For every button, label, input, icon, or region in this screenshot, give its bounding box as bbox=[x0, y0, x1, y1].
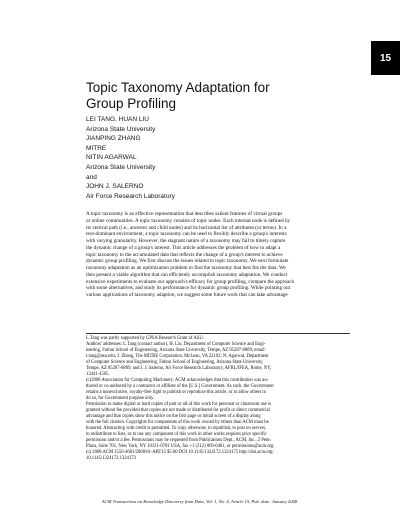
page-number-tab bbox=[371, 41, 400, 75]
author-affiliation: MITRE bbox=[86, 144, 107, 152]
author-block bbox=[86, 115, 175, 201]
footnote-line: retains a nonexclusive, royalty-free right to publish or reproduce this article, or to allow others to bbox=[86, 390, 267, 395]
page-number: 15 bbox=[379, 52, 392, 64]
abstract bbox=[86, 211, 350, 299]
abstract-line: with some alternatives, and study its performance for dynamic group profiling. While pointing out bbox=[86, 285, 291, 292]
abstract-line: with varying granularity. However, the stagnant nature of a taxonomy may fail to timely capture bbox=[86, 238, 286, 244]
abstract-line: extensive experiments to evaluate our approach's efficacy for group profiling, compare the approach bbox=[86, 278, 295, 285]
footnote-line: to redistribute to lists, or to use any component of this work in other works requires prior specific bbox=[86, 432, 267, 437]
author-affiliation: Arizona State University bbox=[86, 163, 156, 171]
footnote-line: Tempe, AZ 85287-8809, and J. J. Salerno, Air Force Research Laboratory, AFRL/IFEA, Rome, NY, bbox=[86, 366, 272, 371]
paper-title bbox=[86, 80, 326, 112]
abstract-line: topic taxonomy to the accumulated data that reflects the change of a group's interest to achieve bbox=[86, 251, 283, 258]
footnote-line: thored or co-authored by a contractor or affiliate of the [U.S.] Government. As such, the Government bbox=[86, 384, 274, 389]
title-line: Group Profiling bbox=[86, 96, 177, 111]
footnote-line: honored. Abstracting with credit is permitted. To copy otherwise, to republish, to post on servers, bbox=[86, 426, 267, 431]
author-affiliation: Arizona State University bbox=[86, 125, 156, 133]
title-line: Topic Taxonomy Adaptation for bbox=[86, 80, 270, 95]
footnote-line: with the full citation. Copyrights for components of this work owned by others than ACM must be bbox=[86, 420, 269, 425]
footnote-divider bbox=[86, 333, 350, 334]
author-conjunction: and bbox=[86, 173, 97, 181]
author-names: LEI TANG, HUAN LIU bbox=[86, 116, 149, 123]
abstract-line: or online communities. A topic taxonomy consists of topic nodes. Each internal node is defined by bbox=[86, 217, 291, 224]
author-names: NITIN AGARWAL bbox=[86, 154, 137, 162]
footnote-line: Authors' addresses: L.Tang (contact author), H. Liu, Department of Computer Science and Engi- bbox=[86, 342, 266, 347]
abstract-line: taxonomy adaptation as an optimization problem to find the taxonomy that best fits the data. We bbox=[86, 265, 286, 271]
footnote-line: Plaza, Suite 701, New York, NY 10121-0701 USA, fax +1 (212) 869-0481, or permissions@acm.org. bbox=[86, 444, 275, 449]
abstract-line: A topic taxonomy is an effective representation that describes salient features of virtual groups bbox=[86, 211, 283, 217]
author-affiliation: Air Force Research Laboratory bbox=[86, 192, 175, 200]
footnotes bbox=[86, 336, 350, 462]
abstract-line: the dynamic change of a group's interest. This article addresses the problem of how to adapt a bbox=[86, 244, 281, 251]
abstract-line: dynamic group profiling. We first discuss the issues related to topic taxonomy. We next formulate bbox=[86, 258, 289, 265]
footnote-line: l.tang@asu.edu; J. Zhang, The MITRE Corporation, McLean, VA 22102; N. Agarwal, Department bbox=[86, 354, 269, 359]
abstract-line: its vertical path (i.e., ancestor and child nodes) and its horizontal list of attributes (or terms). In a bbox=[86, 224, 287, 231]
footnote-line: advantage and that copies show this notice on the first page or initial screen of a display along bbox=[86, 414, 261, 419]
footnote-line: Permission to make digital or hard copies of part or all of this work for personal or classroom use is bbox=[86, 402, 271, 407]
author-names: JIANPING ZHANG bbox=[86, 135, 141, 143]
abstract-line: various applications of taxonomy adaption, we suggest some future work that can take advantage bbox=[86, 292, 288, 298]
footnote-line: (c) 2008 ACM 1556-4681/2008/01-ART15 $5.00 DOI 10.1145/1324172.1324175 http://doi.acm.org/ bbox=[86, 450, 274, 455]
abstract-line: text-dominant environment, a topic taxonomy can be used to flexibly describe a group's interests bbox=[86, 231, 287, 238]
journal-footer: ACM Transactions on Knowledge Discovery from Data, Vol. 1, No. 4, Article 15, Pub. date: January 2008. bbox=[101, 499, 299, 504]
footnote-line: L.Tang was partly supported by GPSA Research Grant of ASU. bbox=[86, 336, 204, 341]
footnote-line: of Computer Science and Engineering, Fulton School of Engineering, Arizona State University, bbox=[86, 360, 264, 365]
footnote-line: neering, Fulton School of Engineering, Arizona State University, Tempe, AZ 85287-8809; email: bbox=[86, 348, 266, 353]
footnote-line: (c)2008 Association for Computing Machinery. ACM acknowledges that this contribution was au- bbox=[86, 378, 269, 383]
footnote-line: 13441-4505. bbox=[86, 372, 110, 377]
footnote-line: permission and/or a fee. Permissions may be requested from Publications Dept., ACM, Inc., 2 Penn bbox=[86, 438, 271, 443]
footnote-line: do so, for Government purpose only. bbox=[86, 396, 155, 401]
footnote-line: 10.1145/1324172.1324173 bbox=[86, 456, 136, 461]
author-names: JOHN J. SALERNO bbox=[86, 183, 144, 191]
abstract-line: then present a viable algorithm that can efficiently accomplish taxonomy adaptation. We conduct bbox=[86, 271, 288, 278]
footnote-line: granted without fee provided that copies are not made or distributed for profit or direct commercial bbox=[86, 408, 270, 413]
